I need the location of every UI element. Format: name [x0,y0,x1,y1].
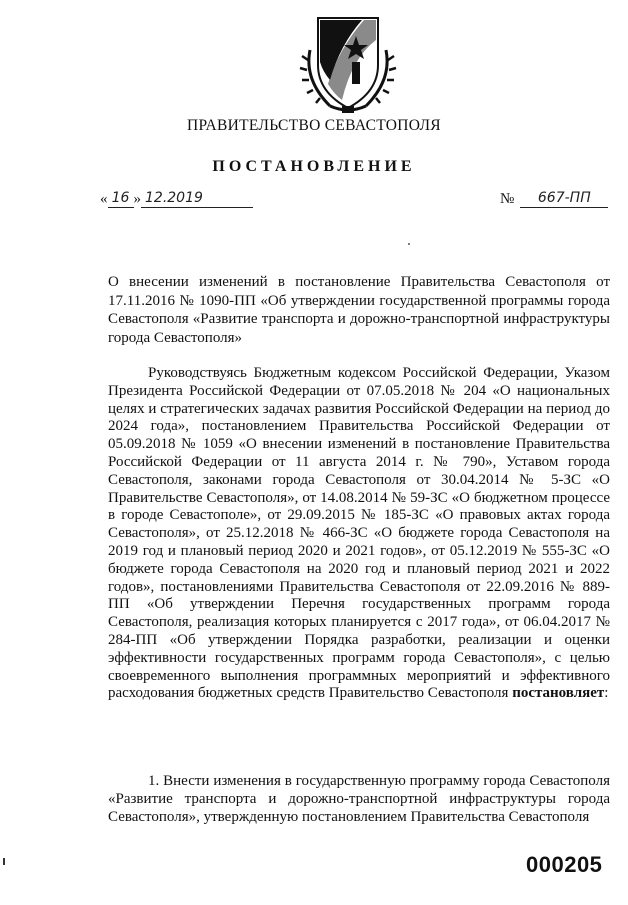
organization-name: ПРАВИТЕЛЬСТВО СЕВАСТОПОЛЯ [187,117,441,134]
date-day-handwritten: 16 [108,190,134,208]
preamble-paragraph [108,365,610,703]
document-title: О внесении изменений в постановление Правительства Севастополя от 17.11.2016 № 1090-ПП «Об утверждении государственной программы города Севастополя «Развитие транспорта и дорожно-транспортной инфраструктуры города Севастополя» [108,274,610,346]
date-month-year-handwritten: 12.2019 [141,190,253,208]
decree-colon: : [604,685,609,702]
decree-word: постановляет [512,685,605,702]
date-open-quote: « [100,191,108,207]
date-close-quote: » [133,191,141,207]
coat-of-arms-icon [290,10,400,115]
number-handwritten: 667-ПП [520,190,608,208]
document-type-heading: ПОСТАНОВЛЕНИЕ [212,158,416,175]
clause-1-paragraph: 1. Внести изменения в государственную программу города Севастополя «Развитие транспорта и дорожно-транспортной инфраструктуры города Севастополя», утвержденную постановлением Правительства Севастополя [108,773,610,825]
scan-speck [408,243,410,245]
registration-number: 000205 [526,852,603,877]
number-sign: № [500,191,515,207]
preamble-text: Руководствуясь Бюджетным кодексом Российской Федерации, Указом Президента Российской Федерации от 07.05.2018 № 204 «О национальных целях и стратегических задачах развития Российской Федерации на период до 2024 года», постановлением Правительства Российской Федерации от 05.09.2018 № 1059 «О внесении изменений в постановление Правительства Российской Федерации от 11 августа 2014 г. № 790», Уставом города Севастополя, законами города Севастополя от 30.04.2014 № 5-ЗС «О Правительстве Севастополя», от 14.08.2014 № 59-ЗС «О бюджетном процессе в городе Севастополе», от 29.09.2015 № 185-ЗС «О правовых актах города Севастополя», от 25.12.2018 № 466-ЗС «О бюджете города Севастополя на 2019 год и плановый период 2020 и 2021 годов», от 05.12.2019 № 555-ЗС «О бюджете города Севастополя на 2020 год и плановый период 2021 и 2022 годов», постановлениями Правительства Севастополя от 22.09.2016 № 889-ПП «Об утверждении Перечня государственных программ города Севастополя, реализация которых планируется с 2017 года», от 06.04.2017 № 284-ПП «Об утверждении Порядка разработки, реализации и оценки эффективности государственных программ города Севастополя», с целью своевременного выполнения программных мероприятий и эффективного расходования бюджетных средств Правительство Севастополя [108,365,610,702]
document-date [100,190,253,208]
document-number [500,190,608,208]
margin-mark [3,858,5,865]
